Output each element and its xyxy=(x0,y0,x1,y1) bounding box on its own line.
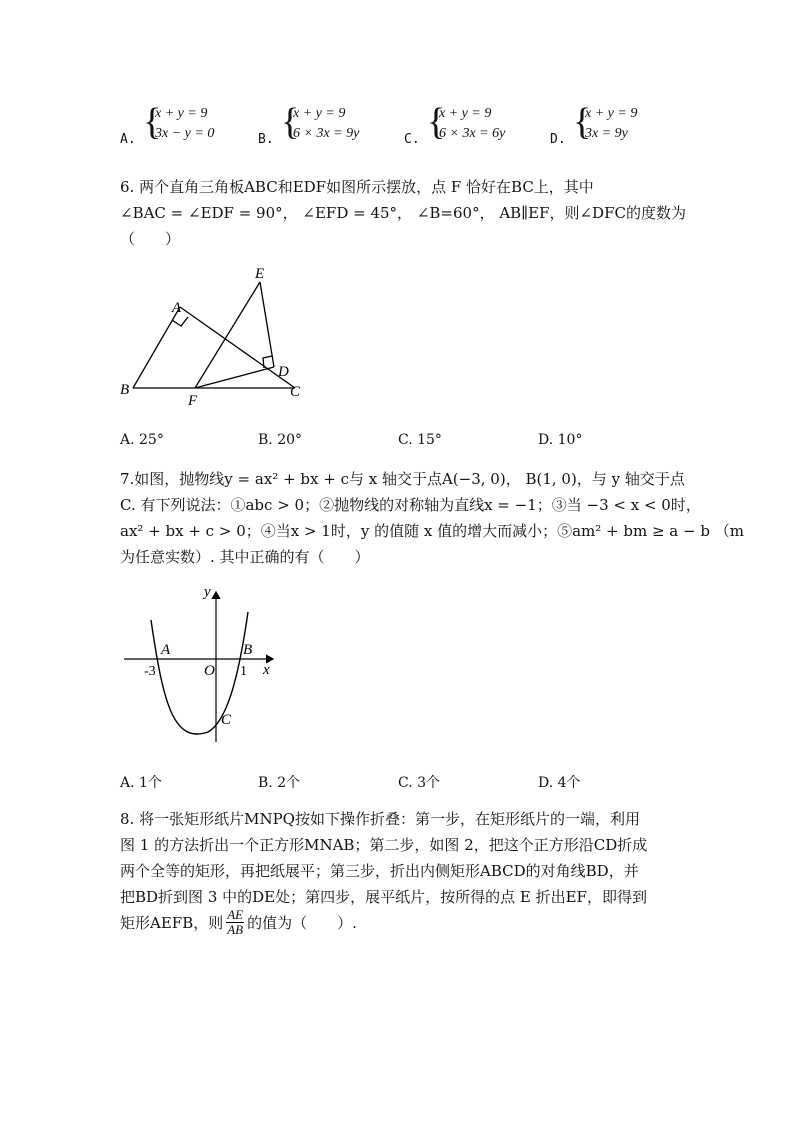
q5-option-a-system xyxy=(155,104,214,144)
q7-parabola-graph xyxy=(118,582,283,747)
point-c-label: C xyxy=(221,712,232,728)
label-d: D xyxy=(278,364,289,380)
q5-option-b-system xyxy=(293,104,359,144)
q6-stem-line3: （ ） xyxy=(120,230,181,248)
q5-option-d-letter: D. xyxy=(550,132,566,147)
segment-ed xyxy=(260,282,274,367)
q5-option-d-eq2: 3x = 9y xyxy=(585,126,628,141)
q7-option-a: A. 1个 xyxy=(120,775,162,791)
q5-option-a-brace: { xyxy=(143,101,162,143)
q5-option-c-letter: C. xyxy=(404,132,420,147)
q8-line5-suffix: 的值为（ ）. xyxy=(247,914,357,932)
origin-label: O xyxy=(204,663,215,679)
q5-option-a-eq1: x + y = 9 xyxy=(155,106,208,121)
q8-stem-line1: 8. 将一张矩形纸片MNPQ按如下操作折叠：第一步，在矩形纸片的一端，利用 xyxy=(120,810,640,828)
q5-option-d-eq1: x + y = 9 xyxy=(585,106,638,121)
q7-stem-line1: 7.如图，抛物线y = ax² + bx + c与 x 轴交于点A(−3, 0)， B(1, 0)，与 y 轴交于点 xyxy=(120,470,685,488)
q6-option-d: D. 10° xyxy=(538,432,583,448)
q8-stem-line3: 两个全等的矩形，再把纸展平；第三步，折出内侧矩形ABCD的对角线BD，并 xyxy=(120,862,639,880)
label-f: F xyxy=(188,393,198,409)
segment-fd xyxy=(195,367,274,388)
label-e: E xyxy=(255,266,265,282)
q8-fraction-denominator: AB xyxy=(227,922,244,937)
label-a: A xyxy=(172,300,182,316)
right-angle-mark-a xyxy=(172,317,188,326)
q5-option-c-brace: { xyxy=(427,101,446,143)
q7-stem-line4: 为任意实数）. 其中正确的有（ ） xyxy=(120,548,370,566)
q5-option-d-system xyxy=(585,104,637,144)
q5-option-a-eq2: 3x − y = 0 xyxy=(155,126,215,141)
label-b: B xyxy=(120,382,130,398)
tick-neg3: -3 xyxy=(144,664,156,679)
x-axis-label: x xyxy=(263,662,270,678)
q6-triangle-figure xyxy=(110,260,320,410)
q6-option-a: A. 25° xyxy=(120,432,164,448)
q7-option-c: C. 3个 xyxy=(398,775,441,791)
point-a-label: A xyxy=(161,642,171,658)
q5-option-b-eq1: x + y = 9 xyxy=(293,106,346,121)
point-b-label: B xyxy=(243,642,253,658)
label-c: C xyxy=(290,384,301,400)
q7-option-d: D. 4个 xyxy=(538,775,581,791)
q5-option-b-letter: B. xyxy=(258,132,274,147)
q8-fraction xyxy=(226,908,244,937)
q7-option-b: B. 2个 xyxy=(258,775,301,791)
q5-option-d-brace: { xyxy=(573,101,592,143)
q8-fraction-numerator: AE xyxy=(227,907,244,922)
y-axis-label: y xyxy=(204,584,211,600)
q5-option-c-eq1: x + y = 9 xyxy=(439,106,492,121)
q8-stem-line4: 把BD折到图 3 中的DE处；第四步，展平纸片，按所得的点 E 折出EF，即得到 xyxy=(120,888,647,906)
q5-option-a-letter: A. xyxy=(120,132,136,147)
q7-stem-line3: ax² + bx + c > 0；④当x > 1时，y 的值随 x 值的增大而减小；⑤am² + bm ≥ a − b （m xyxy=(120,522,744,540)
q5-option-b-brace: { xyxy=(281,101,300,143)
segment-ab xyxy=(133,307,180,388)
q5-option-c-eq2: 6 × 3x = 6y xyxy=(439,126,506,141)
q5-option-c-system xyxy=(439,104,505,144)
right-angle-mark-d xyxy=(263,356,272,368)
tick-1: 1 xyxy=(240,664,247,679)
q6-stem-line1: 6. 两个直角三角板ABC和EDF如图所示摆放，点 F 恰好在BC上，其中 xyxy=(120,178,594,196)
q5-option-b-eq2: 6 × 3x = 9y xyxy=(293,126,360,141)
q8-stem-line5 xyxy=(120,908,357,937)
parabola-curve xyxy=(151,612,248,734)
q6-option-b: B. 20° xyxy=(258,432,303,448)
q6-stem-line2: ∠BAC = ∠EDF = 90°， ∠EFD = 45°， ∠B=60°， AB∥EF，则∠DFC的度数为 xyxy=(120,204,686,222)
q8-line5-prefix: 矩形AEFB，则 xyxy=(120,914,224,932)
q7-stem-line2: C. 有下列说法：①abc > 0；②抛物线的对称轴为直线x = −1；③当 −3 < x < 0时， xyxy=(120,496,701,514)
q8-stem-line2: 图 1 的方法折出一个正方形MNAB；第二步，如图 2，把这个正方形沿CD折成 xyxy=(120,836,648,854)
segment-fe xyxy=(195,282,260,388)
q6-option-c: C. 15° xyxy=(398,432,442,448)
